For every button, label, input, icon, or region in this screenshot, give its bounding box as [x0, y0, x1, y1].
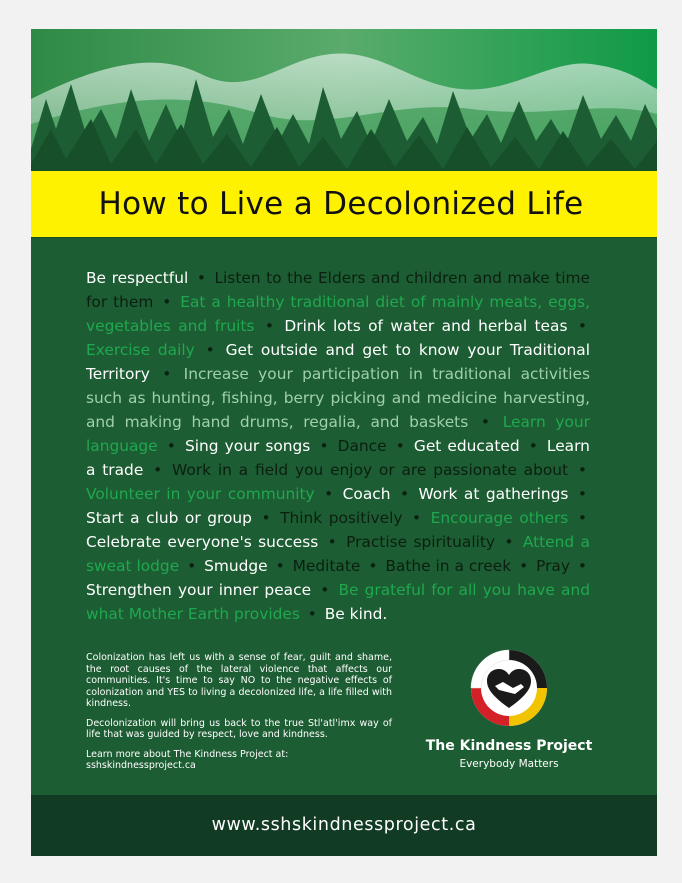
- bullet-separator-icon: •: [480, 413, 490, 431]
- tip-item: Work in a field you enjoy or are passionate about: [172, 461, 569, 479]
- brand-name: The Kindness Project: [425, 738, 593, 754]
- bullet-separator-icon: •: [399, 485, 410, 503]
- title-banner: [31, 171, 657, 237]
- tip-item: Volunteer in your community: [86, 485, 315, 503]
- tip-item: Start a club or group: [86, 509, 252, 527]
- content-area: [31, 238, 657, 798]
- bullet-separator-icon: •: [519, 557, 529, 575]
- tip-item: Learn a trade: [86, 437, 590, 479]
- tip-item: Drink lots of water and herbal teas: [284, 317, 568, 335]
- tip-item: Increase your participation in traditional activities such as hunting, fishing, berry picking and medicine harvesting, and making hand drums, regalia, and baskets: [86, 365, 590, 431]
- info-block: [86, 652, 392, 780]
- tip-item: Bathe in a creek: [385, 557, 512, 575]
- tip-item: Strengthen your inner peace: [86, 581, 312, 599]
- learn-more-text: Learn more about The Kindness Project at:: [86, 748, 289, 760]
- website-link[interactable]: www.sshskindnessproject.ca: [211, 815, 477, 835]
- tip-item: Work at gatherings: [418, 485, 569, 503]
- tip-item: Encourage others: [430, 509, 569, 527]
- tip-item: Attend a sweat lodge: [86, 533, 590, 575]
- bullet-separator-icon: •: [327, 533, 337, 551]
- bullet-separator-icon: •: [577, 509, 587, 527]
- brand-block: [423, 648, 595, 770]
- tip-item: Sing your songs: [184, 437, 311, 455]
- bullet-separator-icon: •: [196, 269, 206, 287]
- tip-item: Be respectful: [86, 269, 189, 287]
- bullet-separator-icon: •: [577, 485, 587, 503]
- bullet-separator-icon: •: [412, 509, 422, 527]
- bullet-separator-icon: •: [577, 461, 587, 479]
- footer-bar: [31, 795, 657, 856]
- bullet-separator-icon: •: [275, 557, 285, 575]
- bullet-separator-icon: •: [153, 461, 163, 479]
- tip-item: Get educated: [413, 437, 520, 455]
- tip-item: Be kind.: [324, 605, 388, 623]
- info-paragraph-decolonization: Decolonization will bring us back to the true Stl'atl'imx way of life that was guided by respect, love and kindness.: [86, 717, 392, 740]
- tip-item: Get outside and get to know your Traditional Territory: [86, 341, 590, 383]
- tip-item: Think positively: [280, 509, 403, 527]
- tip-item: Practise spirituality: [346, 533, 496, 551]
- bullet-separator-icon: •: [264, 317, 274, 335]
- bullet-separator-icon: •: [395, 437, 405, 455]
- tip-item: Pray: [536, 557, 570, 575]
- tip-item: Listen to the Elders and children and make time for them: [86, 269, 590, 311]
- bullet-separator-icon: •: [324, 485, 334, 503]
- tip-item: Exercise daily: [86, 341, 195, 359]
- heart-handshake-logo-icon: [469, 648, 549, 728]
- page-title: How to Live a Decolonized Life: [98, 186, 584, 222]
- tip-item: Smudge: [204, 557, 268, 575]
- tips-paragraph: [86, 266, 590, 626]
- info-learn-more: [86, 749, 392, 772]
- tip-item: Meditate: [292, 557, 361, 575]
- bullet-separator-icon: •: [504, 533, 514, 551]
- bullet-separator-icon: •: [261, 509, 271, 527]
- bullet-separator-icon: •: [205, 341, 215, 359]
- bullet-separator-icon: •: [577, 557, 587, 575]
- bullet-separator-icon: •: [166, 437, 176, 455]
- tip-item: Coach: [342, 485, 391, 503]
- bullet-separator-icon: •: [319, 437, 329, 455]
- bullet-separator-icon: •: [368, 557, 378, 575]
- bullet-separator-icon: •: [162, 365, 172, 383]
- tip-item: Celebrate everyone's success: [86, 533, 319, 551]
- poster: [31, 29, 657, 856]
- info-paragraph-colonization: Colonization has left us with a sense of fear, guilt and shame, the root causes of the lateral violence that affects our communities. It's time to say NO to the negative effects of colonization and YES to living a decolonized life, a life filled with kindness.: [86, 652, 392, 709]
- tip-item: Be grateful for all you have and what Mother Earth provides: [86, 581, 590, 623]
- bullet-separator-icon: •: [307, 605, 317, 623]
- tip-item: Dance: [337, 437, 387, 455]
- brand-tagline: Everybody Matters: [459, 758, 559, 770]
- bullet-separator-icon: •: [187, 557, 197, 575]
- learn-more-link[interactable]: sshskindnessproject.ca: [86, 760, 196, 771]
- tip-item: Learn your language: [86, 413, 590, 455]
- tip-item: Eat a healthy traditional diet of mainly meats, eggs, vegetables and fruits: [86, 293, 590, 335]
- bullet-separator-icon: •: [528, 437, 538, 455]
- bullet-separator-icon: •: [162, 293, 172, 311]
- bullet-separator-icon: •: [320, 581, 330, 599]
- bullet-separator-icon: •: [577, 317, 587, 335]
